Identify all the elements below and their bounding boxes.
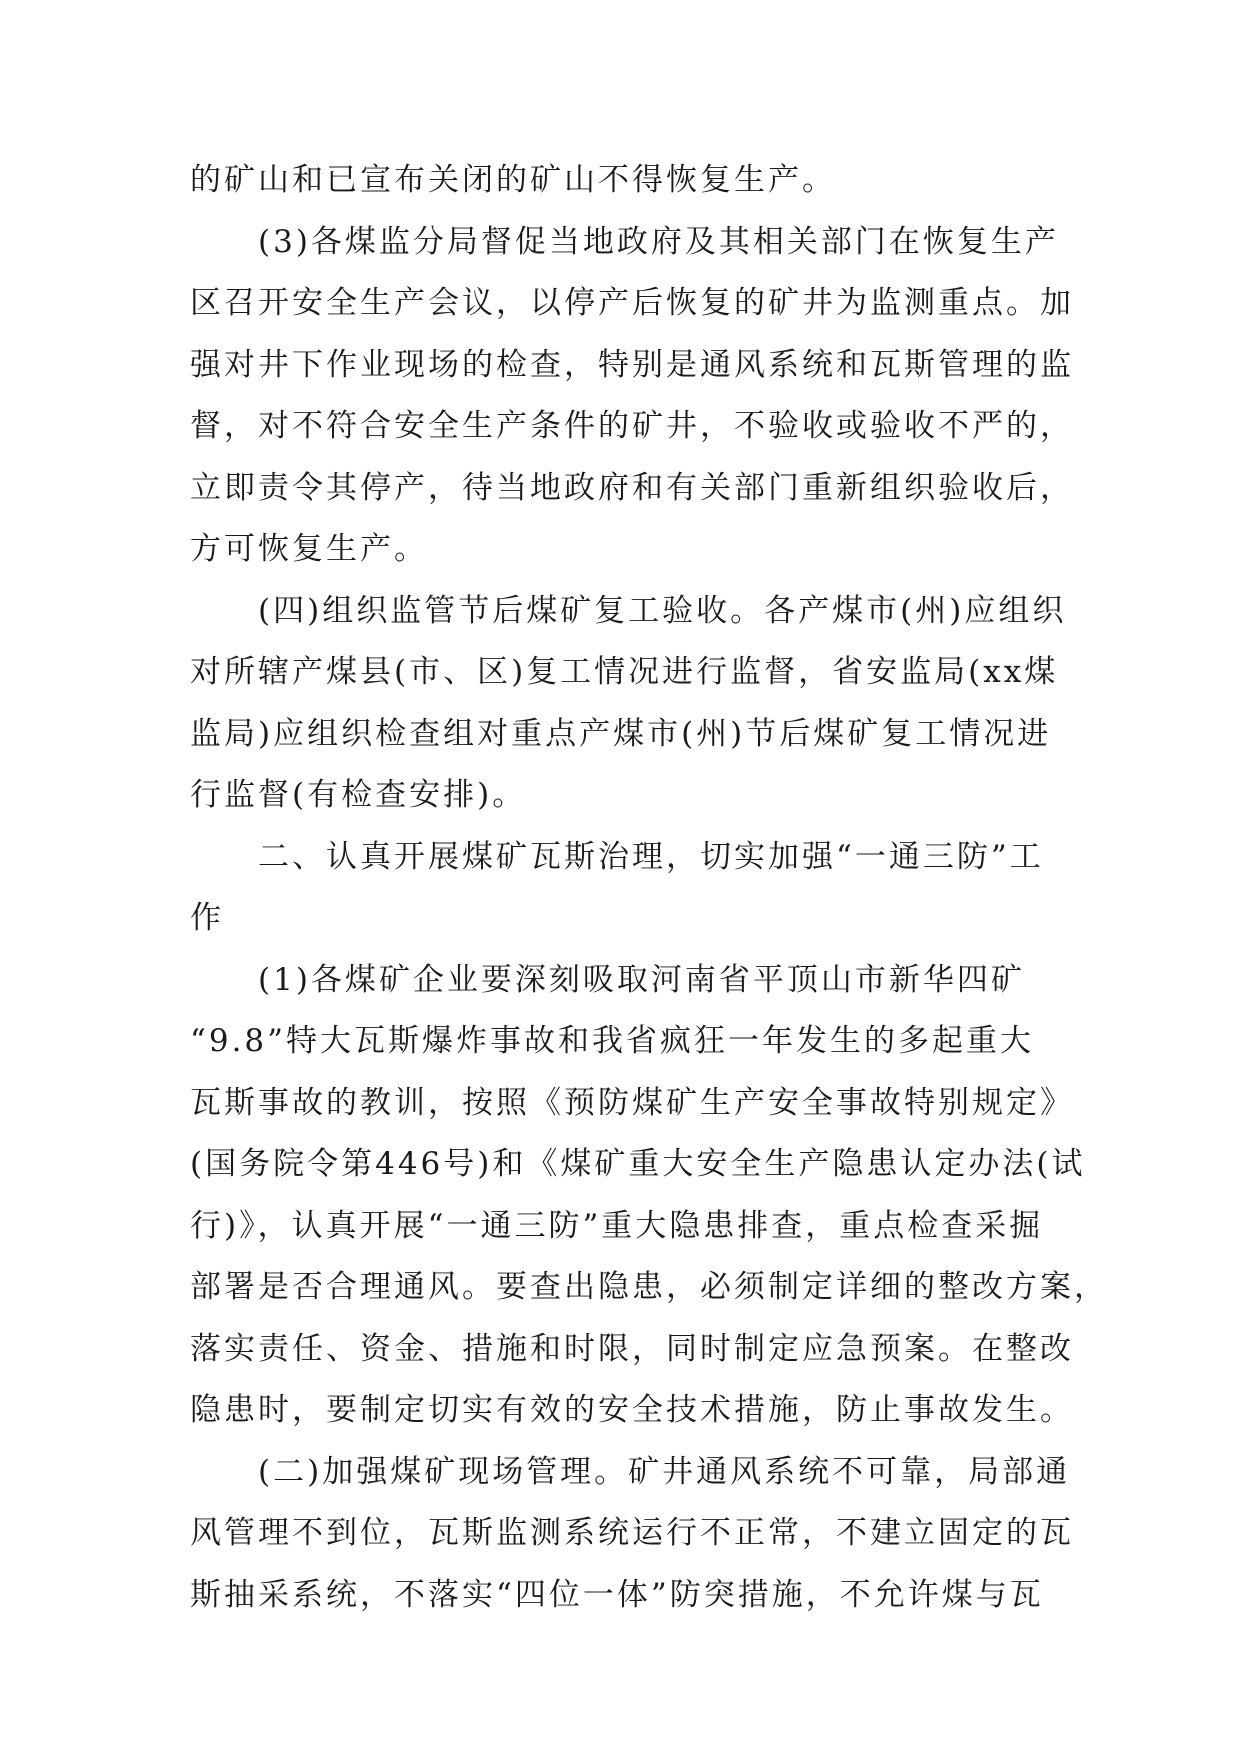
text-line: 部署是否合理通风。要查出隐患，必须制定详细的整改方案， bbox=[190, 1269, 1108, 1305]
text-line: 方可恢复生产。 bbox=[190, 531, 428, 567]
text-line: 强对井下作业现场的检查，特别是通风系统和瓦斯管理的监 bbox=[190, 346, 1074, 383]
text-line: (1)各煤矿企业要深刻吸取河南省平顶山市新华四矿 bbox=[190, 961, 1025, 998]
section-heading: 作 bbox=[190, 900, 224, 936]
text-line: 行)》，认真开展“一通三防”重大隐患排查，重点检查采掘 bbox=[190, 1207, 1044, 1244]
text-line: 的矿山和已宣布关闭的矿山不得恢复生产。 bbox=[190, 162, 836, 198]
text-line: “9.8”特大瓦斯爆炸事故和我省疯狂一年发生的多起重大 bbox=[190, 1023, 1034, 1059]
text-line: 监局)应组织检查组对重点产煤市(州)节后煤矿复工情况进 bbox=[190, 715, 1052, 752]
text-line: 斯抽采系统，不落实“四位一体”防突措施，不允许煤与瓦 bbox=[190, 1576, 1044, 1613]
text-line: 督，对不符合安全生产条件的矿井，不验收或验收不严的， bbox=[190, 408, 1074, 444]
text-line: (3)各煤监分局督促当地政府及其相关部门在恢复生产 bbox=[190, 223, 1059, 260]
text-line: 瓦斯事故的教训，按照《预防煤矿生产安全事故特别规定》 bbox=[190, 1084, 1074, 1121]
text-line: (二)加强煤矿现场管理。矿井通风系统不可靠，局部通 bbox=[190, 1453, 1071, 1490]
text-line: 隐患时，要制定切实有效的安全技术措施，防止事故发生。 bbox=[190, 1392, 1074, 1428]
text-line: 对所辖产煤县(市、区)复工情况进行监督，省安监局(xx煤 bbox=[190, 654, 1059, 690]
text-line: (国务院令第446号)和《煤矿重大安全生产隐患认定办法(试 bbox=[190, 1146, 1086, 1182]
text-line: 立即责令其停产，待当地政府和有关部门重新组织验收后， bbox=[190, 469, 1074, 506]
text-line: 落实责任、资金、措施和时限，同时制定应急预案。在整改 bbox=[190, 1330, 1074, 1367]
section-heading: 二、认真开展煤矿瓦斯治理，切实加强“一通三防”工 bbox=[190, 838, 1044, 875]
text-line: 行监督(有检查安排)。 bbox=[190, 777, 527, 813]
text-line: 风管理不到位，瓦斯监测系统运行不正常，不建立固定的瓦 bbox=[190, 1515, 1074, 1551]
text-line: (四)组织监管节后煤矿复工验收。各产煤市(州)应组织 bbox=[190, 592, 1067, 629]
document-body bbox=[190, 150, 1108, 1626]
text-line: 区召开安全生产会议，以停产后恢复的矿井为监测重点。加 bbox=[190, 285, 1074, 321]
